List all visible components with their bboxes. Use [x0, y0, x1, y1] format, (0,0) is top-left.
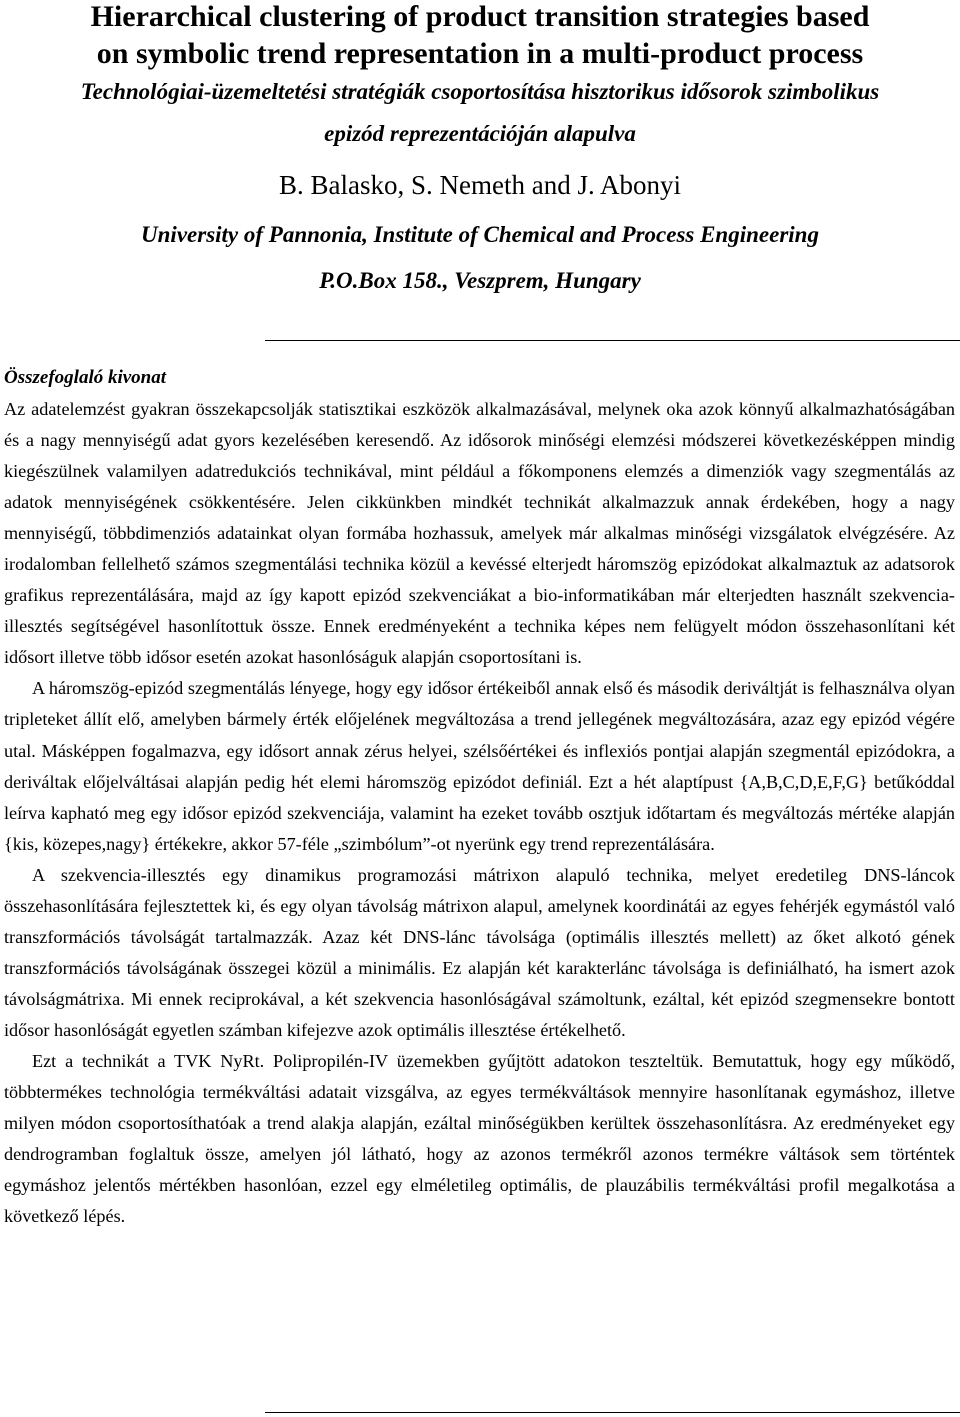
- abstract-paragraph-2: A háromszög-epizód szegmentálás lényege, hogy egy idősor értékeiből annak első és második deriváltját is felhasználva olyan tripleteket állít elő, amelyben bármely érték előjelének megváltozása a trend jellegének megváltozására, azaz egy epizód végére utal. Másképpen fogalmazva, egy idősort annak zérus helyei, szélsőértékei és inflexiós pontjai alapján szegmentál epizódokra, a deriváltak előjelváltásai alapján pedig hét elemi háromszög epizódot definiál. Ezt a hét alaptípust {A,B,C,D,E,F,G} betűkóddal leírva kapható meg egy idősor epizód szekvenciája, valamint ha ezeket tovább osztjuk időtartam és megváltozás mértéke alapján {kis, közepes,nagy} értékekre, akkor 57-féle „szimbólum”-ot nyerünk egy trend reprezentálására.: [4, 678, 955, 854]
- abstract-body: [4, 394, 955, 1232]
- affiliation-institute: University of Pannonia, Institute of Chemical and Process Engineering: [141, 222, 819, 247]
- author-list: B. Balasko, S. Nemeth and J. Abonyi: [279, 170, 681, 200]
- abstract-paragraph-3: A szekvencia-illesztés egy dinamikus programozási mátrixon alapuló technika, melyet eredetileg DNS-láncok összehasonlítására fejlesztettek ki, és egy olyan távolság mátrixon alapul, amelynek koordinátái az egyes fehérjék egymástól való transzformációs távolságát tartalmazzák. Azaz két DNS-lánc távolsága (optimális illesztés mellett) az őket alkotó gének transzformációs távolságának összegei közül a minimális. Ez alapján két karakterlánc távolsága is definiálható, ha ismert azok távolságmátrixa. Mi ennek reciprokával, a két szekvencia hasonlóságával számoltunk, ezáltal, két epizód szegmensekre bontott idősor hasonlóságát egyetlen számban kifejezve azok optimális illesztése értékelhető.: [4, 864, 955, 1040]
- affiliation-address: P.O.Box 158., Veszprem, Hungary: [319, 268, 641, 293]
- paper-title-line-1: Hierarchical clustering of product transition strategies based: [90, 0, 870, 33]
- footer-divider: [265, 1412, 960, 1413]
- abstract-paragraph-4: Ezt a technikát a TVK NyRt. Polipropilén-IV üzemekben gyűjtött adatokon teszteltük. Bemutattuk, hogy egy működő, többtermékes technológia termékváltási adatait vizsgálva, az egyes termékváltások mennyire hasonlítanak egymáshoz, illetve milyen módon csoportosíthatóak a trend alakja alapján, ezáltal minőségükben kerültek összehasonlításra. Az eredményeket egy dendrogramban foglaltuk össze, amelyen jól látható, hogy az azonos termékről azonos termékre váltások sem történtek egymáshoz jelentős mértékben hasonlóan, ezzel egy elméletileg optimális, de plauzábilis termékváltási profil megalkotása a következő lépés.: [4, 1050, 955, 1227]
- header-divider: [265, 340, 960, 341]
- paper-title-line-2: on symbolic trend representation in a multi-product process: [96, 37, 864, 70]
- abstract-heading: Összefoglaló kivonat: [4, 367, 167, 388]
- hungarian-title-line-1: Technológiai-üzemeltetési stratégiák csoportosítása hisztorikus idősorok szimbolikus: [80, 79, 880, 104]
- abstract-paragraph-1: Az adatelemzést gyakran összekapcsolják statisztikai eszközök alkalmazásával, melynek oka azok könnyű alkalmazhatóságában és a nagy mennyiségű adat gyors kezelésében keresendő. Az idősorok minőségi elemzési módszerei következésképpen mindig kiegészülnek valamilyen adatredukciós technikával, mint például a főkomponens elemzés a dimenziók vagy szegmentálás az adatok mennyiségének csökkentésére. Jelen cikkünkben mindkét technikát alkalmazzuk annak érdekében, hogy a nagy mennyiségű, többdimenziós adatainkat olyan formába hozhassuk, amelyek már alkalmas minőségi vizsgálatok elvégzésére. Az irodalomban fellelhető számos szegmentálási technika közül a kevéssé elterjedt háromszög epizódokat alkalmaztuk az adatsorok grafikus reprezentálására, majd az így kapott epizód szekvenciákat a bio-informatikában már elterjedten használt szekvencia-illesztés segítségével hasonlítottuk össze. Ennek eredményeként a technika képes nem felügyelt módon összehasonlítani két idősort illetve több idősor esetén azokat hasonlóságuk alapján csoportosítani is.: [4, 399, 955, 668]
- hungarian-title-line-2: epizód reprezentációján alapulva: [324, 121, 636, 146]
